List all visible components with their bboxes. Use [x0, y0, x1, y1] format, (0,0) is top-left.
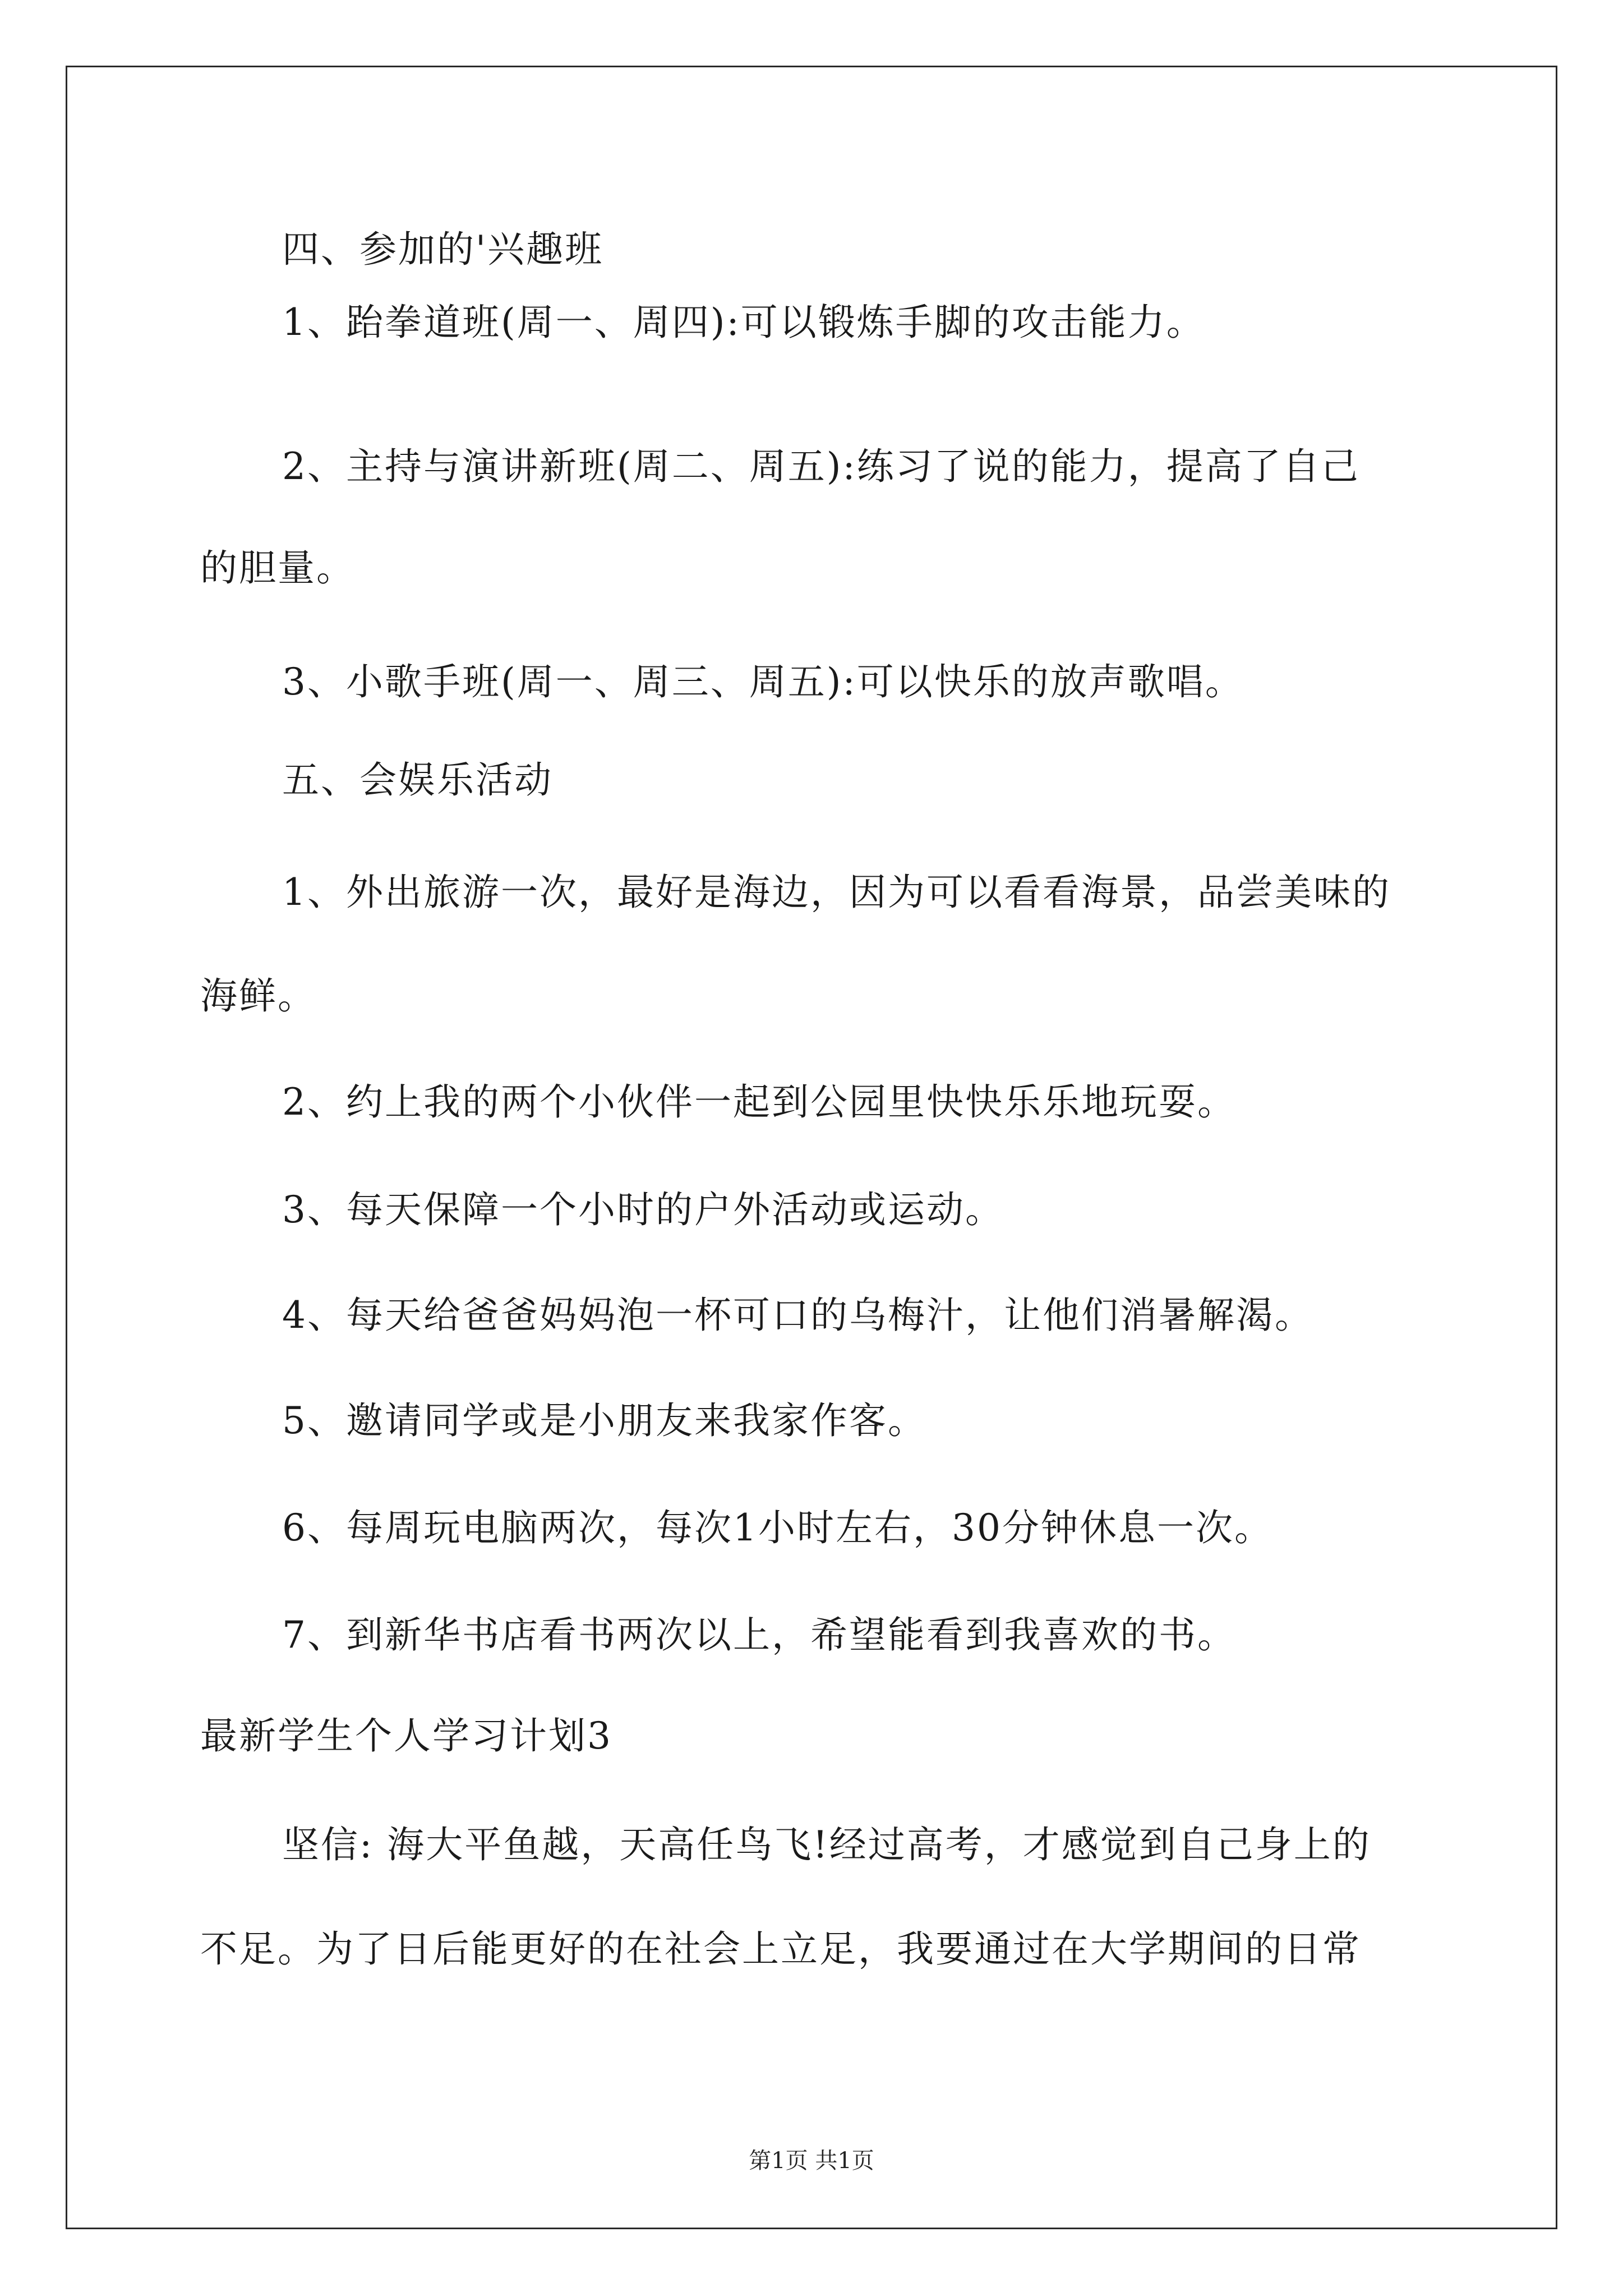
paragraph-line: 6、每周玩电脑两次，每次1小时左右，30分钟休息一次。 — [282, 1506, 1273, 1549]
paragraph-line: 4、每天给爸爸妈妈泡一杯可口的乌梅汁，让他们消暑解渴。 — [282, 1294, 1313, 1337]
page-number-footer: 第1页 共1页 — [749, 2148, 874, 2174]
paragraph-line: 3、每天保障一个小时的户外活动或运动。 — [282, 1188, 1004, 1231]
article-title: 最新学生个人学习计划3 — [200, 1714, 612, 1757]
paragraph-line: 5、邀请同学或是小朋友来我家作客。 — [282, 1399, 926, 1442]
section-heading-5: 五、会娱乐活动 — [282, 758, 553, 802]
paragraph-line-continued: 海鲜。 — [200, 974, 316, 1018]
paragraph-line-continued: 的胆量。 — [200, 546, 355, 590]
page-border — [66, 66, 1557, 2229]
paragraph-line: 1、外出旅游一次，最好是海边，因为可以看看海景，品尝美味的 — [282, 871, 1391, 914]
section-heading-4: 四、参加的'兴趣班 — [282, 228, 604, 271]
paragraph-line-continued: 不足。为了日后能更好的在社会上立足，我要通过在大学期间的日常 — [200, 1927, 1361, 1971]
paragraph-line: 2、约上我的两个小伙伴一起到公园里快快乐乐地玩耍。 — [282, 1080, 1236, 1124]
paragraph-line: 坚信: 海大平鱼越，天高任鸟飞!经过高考，才感觉到自己身上的 — [282, 1823, 1371, 1866]
paragraph-line: 2、主持与演讲新班(周二、周五):练习了说的能力，提高了自己 — [282, 445, 1360, 488]
paragraph-line: 3、小歌手班(周一、周三、周五):可以快乐的放声歌唱。 — [282, 660, 1244, 703]
paragraph-line: 1、跆拳道班(周一、周四):可以锻炼手脚的攻击能力。 — [282, 301, 1205, 344]
paragraph-line: 7、到新华书店看书两次以上，希望能看到我喜欢的书。 — [282, 1613, 1236, 1657]
